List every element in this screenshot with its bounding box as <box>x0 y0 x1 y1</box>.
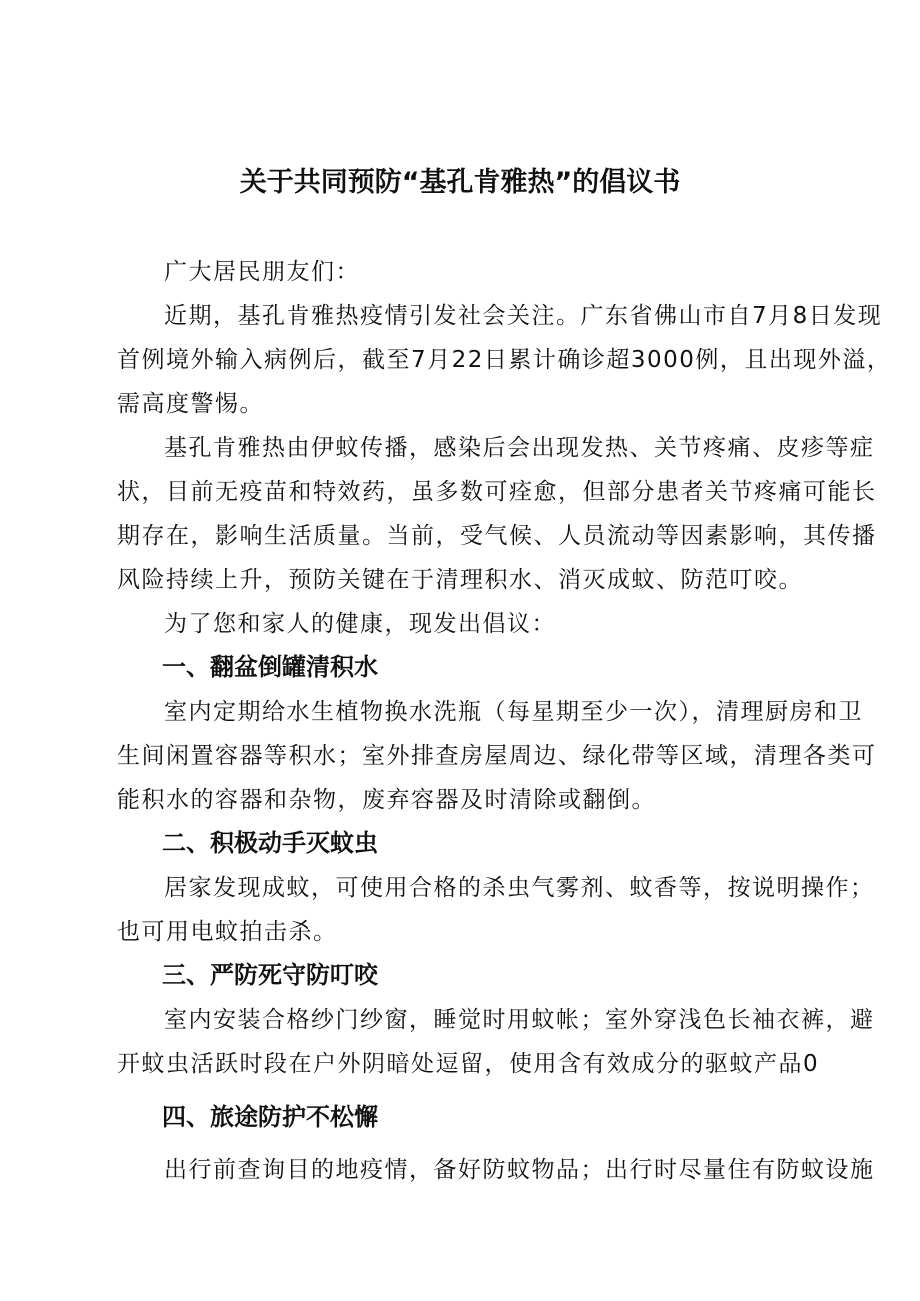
section-4-line-1: 出行前查询目的地疫情，备好防蚊物品；出行时尽量住有防蚊设施 <box>164 1157 875 1183</box>
section-3-heading: 三、严防死守防叮咬 <box>162 961 378 989</box>
intro-line-3: 需高度警惕。 <box>117 391 264 417</box>
proposal-lead: 为了您和家人的健康，现发出倡议： <box>164 611 556 637</box>
section-4-heading: 四、旅途防护不松懈 <box>162 1103 378 1131</box>
intro-line-1: 近期，基孔肯雅热疫情引发社会关注。广东省佛山市自7月8日发现 <box>164 303 883 329</box>
section-2-heading: 二、积极动手灭蚊虫 <box>162 829 378 857</box>
section-1-line-1: 室内定期给水生植物换水洗瓶（每星期至少一次），清理厨房和卫 <box>164 699 863 725</box>
intro-line-2: 首例境外输入病例后，截至7月22日累计确诊超3000例，且出现外溢， <box>117 347 892 373</box>
section-1-heading: 一、翻盆倒罐清积水 <box>162 653 378 681</box>
section-2-line-1: 居家发现成蚊，可使用合格的杀虫气雾剂、蚊香等，按说明操作； <box>164 875 875 901</box>
document-title: 关于共同预防“基孔肯雅热”的倡议书 <box>239 167 681 198</box>
section-2-line-2: 也可用电蚊拍击杀。 <box>117 919 338 945</box>
background-line-3: 期存在，影响生活质量。当前，受气候、人员流动等因素影响，其传播 <box>117 523 877 549</box>
section-3-line-2: 开蚊虫活跃时段在户外阴暗处逗留，使用含有效成分的驱蚊产品0 <box>117 1051 820 1077</box>
section-3-line-1: 室内安装合格纱门纱窗，睡觉时用蚊帐；室外穿浅色长袖衣裤，避 <box>164 1007 875 1033</box>
section-1-line-2: 生间闲置容器等积水；室外排查房屋周边、绿化带等区域，清理各类可 <box>117 743 877 769</box>
section-1-line-3: 能积水的容器和杂物，废弃容器及时清除或翻倒。 <box>117 787 656 813</box>
background-line-1: 基孔肯雅热由伊蚊传播，感染后会出现发热、关节疼痛、皮疹等症 <box>164 435 875 461</box>
salutation: 广大居民朋友们： <box>164 259 360 285</box>
background-line-4: 风险持续上升，预防关键在于清理积水、消灭成蚊、防范叮咬。 <box>117 567 803 593</box>
background-line-2: 状，目前无疫苗和特效药，虽多数可痊愈，但部分患者关节疼痛可能长 <box>117 479 877 505</box>
